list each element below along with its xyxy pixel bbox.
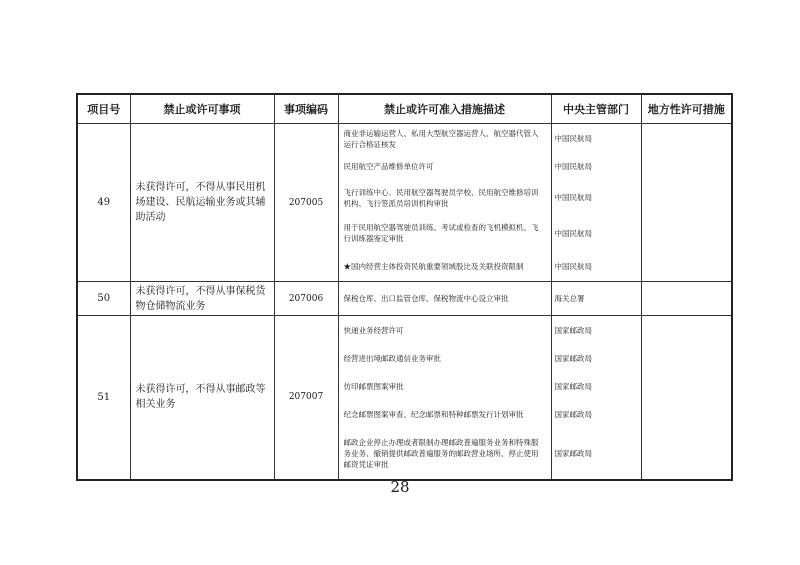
measure-desc: 商业非运输运营人、私用大型航空器运营人、航空器代管人运行合格证核发 [343, 128, 539, 149]
central-dept: 中国民航局 [554, 261, 592, 271]
header-item: 禁止或许可事项 [130, 94, 274, 124]
item-code: 207005 [274, 124, 338, 282]
project-number: 49 [77, 124, 130, 282]
measure-desc: ★国内经营主体投资民航重要领域股比及关联投资限制 [343, 261, 524, 271]
dept-list [551, 316, 641, 480]
measure-desc: 邮政企业停止办理或者限制办理邮政普遍服务业务和特殊服务业务、撤销提供邮政普遍服务的邮政营业场所、停止使用邮资凭证审批 [343, 437, 539, 469]
table-row [77, 282, 732, 316]
item-code: 207006 [274, 282, 338, 316]
table-row [77, 316, 732, 480]
item-text: 未获得许可，不得从事邮政等相关业务 [130, 316, 274, 480]
central-dept: 国家邮政局 [554, 382, 592, 391]
table-row [77, 124, 732, 282]
measure-list [338, 282, 551, 316]
local-measure [641, 124, 732, 282]
header-row [77, 94, 732, 124]
measure-desc: 飞行训练中心、民用航空器驾驶员学校、民用航空维修培训机构、飞行签派员培训机构审批 [343, 187, 539, 208]
central-dept: 中国民航局 [554, 162, 592, 171]
measure-desc: 经营进出境邮政通信业务审批 [343, 354, 441, 363]
measure-list [338, 316, 551, 480]
measure-desc: 快递业务经营许可 [343, 325, 404, 335]
item-code: 207007 [274, 316, 338, 480]
header-code: 事项编码 [274, 94, 338, 124]
measure-desc: 保税仓库、出口监管仓库、保税物流中心设立审批 [343, 294, 509, 303]
central-dept: 国家邮政局 [554, 354, 592, 363]
measure-desc: 纪念邮票图案审查、纪念邮票和特种邮票发行计划审批 [343, 410, 524, 419]
header-project-no: 项目号 [77, 94, 130, 124]
central-dept: 中国民航局 [554, 134, 592, 143]
central-dept: 国家邮政局 [554, 448, 592, 458]
central-dept: 国家邮政局 [554, 325, 592, 335]
local-measure [641, 282, 732, 316]
central-dept: 中国民航局 [554, 228, 592, 238]
measure-desc: 仿印邮票图案审批 [343, 382, 404, 391]
header-measure-desc: 禁止或许可准入措施描述 [338, 94, 551, 124]
central-dept: 中国民航局 [554, 193, 592, 202]
header-central-dept: 中央主管部门 [551, 94, 641, 124]
header-local-measure: 地方性许可措施 [641, 94, 732, 124]
permit-table [76, 93, 733, 481]
project-number: 51 [77, 316, 130, 480]
measure-desc: 用于民用航空器驾驶员训练、考试或检查的飞机模拟机、飞行训练器鉴定审批 [343, 223, 539, 243]
central-dept: 国家邮政局 [554, 410, 592, 419]
local-measure [641, 316, 732, 480]
dept-list [551, 282, 641, 316]
measure-list [338, 124, 551, 282]
project-number: 50 [77, 282, 130, 316]
central-dept: 海关总署 [554, 294, 585, 303]
item-text: 未获得许可，不得从事民用机场建设、民航运输业务或其辅助活动 [130, 124, 274, 282]
page-number: 28 [390, 478, 410, 496]
item-text: 未获得许可，不得从事保税货物仓储物流业务 [130, 282, 274, 316]
dept-list [551, 124, 641, 282]
measure-desc: 民用航空产品维修单位许可 [343, 162, 434, 171]
